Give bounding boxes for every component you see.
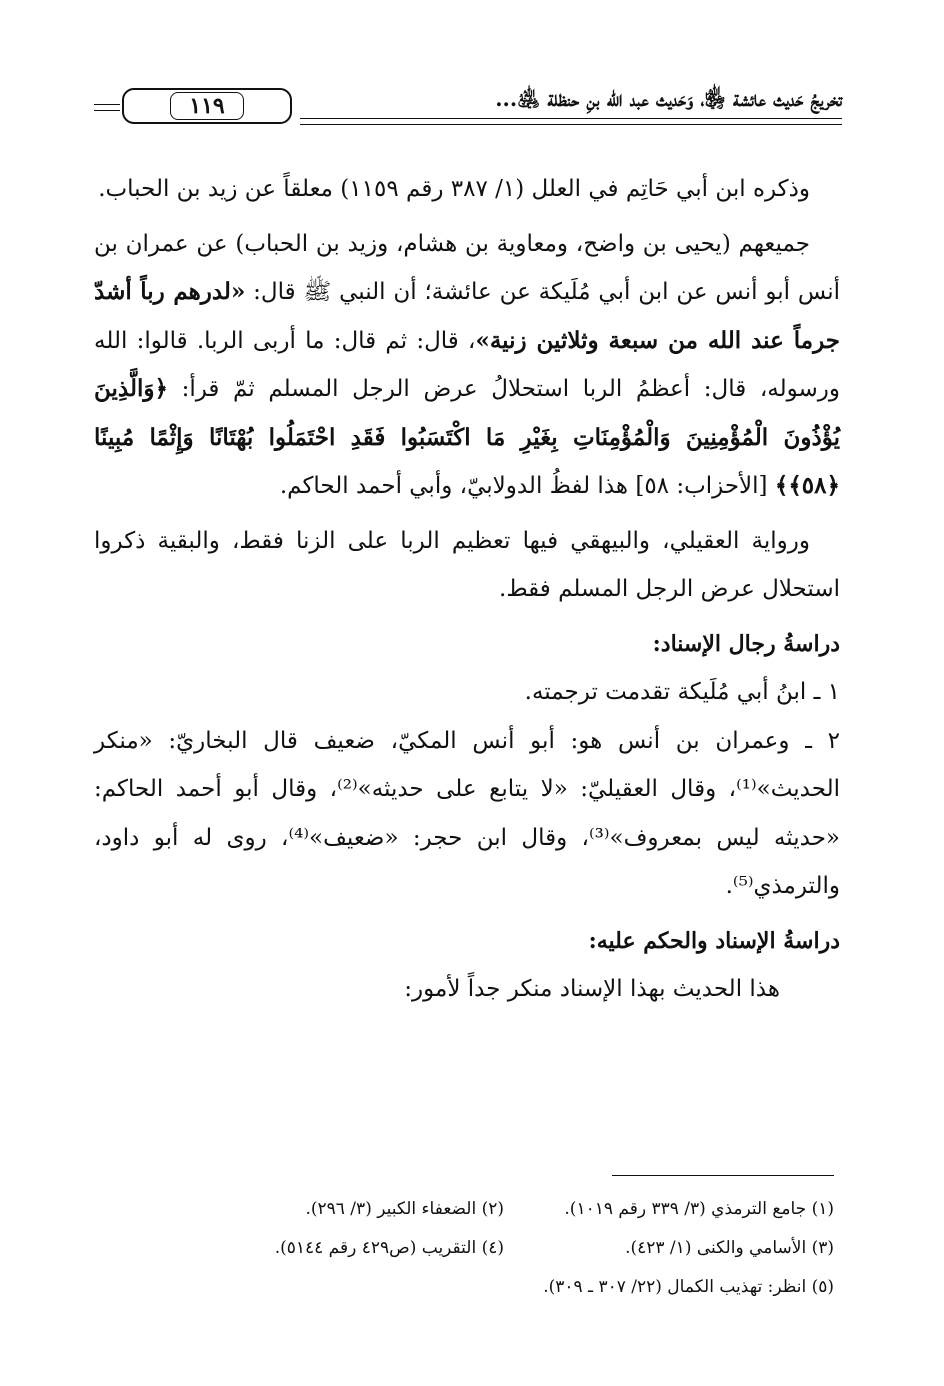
footnote-3: (٣) الأسامي والكنى (١/ ٤٢٣).	[625, 1238, 834, 1258]
footnote-row	[114, 1268, 834, 1307]
hadith-text: «لدرهم رباً أشدّ جرماً عند الله من سبعة وثلاثين زنية»	[94, 278, 840, 354]
section-heading-ruling: دراسةُ الإسناد والحكم عليه:	[588, 927, 840, 954]
paragraph-2	[94, 220, 840, 511]
section-heading-narrators: دراسةُ رجال الإسناد:	[652, 630, 840, 657]
footnote-5: (٥) انظر: تهذيب الكمال (٢٢/ ٣٠٧ ـ ٣٠٩).	[543, 1277, 834, 1297]
footnotes	[114, 1190, 834, 1307]
running-header	[94, 82, 842, 126]
header-rule	[300, 118, 842, 125]
main-text	[94, 165, 840, 1014]
paragraph-3: ورواية العقيلي، والبيهقي فيها تعظيم الربا على الزنا فقط، والبقية ذكروا استحلال عرض الرجل المسلم فقط.	[94, 527, 840, 602]
quran-verse: ﴿وَالَّذِينَ يُؤْذُونَ الْمُؤْمِنِينَ وَالْمُؤْمِنَاتِ بِغَيْرِ مَا اكْتَسَبُوا فَقَدِ احْتَمَلُوا بُهْتَانًا وَإِثْمًا مُبِينًا ﴿٥٨﴾﴾	[94, 375, 840, 499]
paragraph-2-part-b: ، قال: ثم قال: ما أربى الربا. قالوا: الله ورسوله، قال: أعظمُ الربا استحلالُ عرض الرجل المسلم ثمّ قرأ:	[94, 327, 840, 402]
footnote-1: (١) جامع الترمذي (٣/ ٣٣٩ رقم ١٠١٩).	[564, 1199, 834, 1219]
paragraph-2-part-c: [الأحزاب: ٥٨] هذا لفظُ الدولابيّ، وأبي أحمد الحاكم.	[279, 473, 775, 499]
ruling-text: هذا الحديث بهذا الإسناد منكر جداً لأمور:	[404, 976, 780, 1002]
narrator-item-2: ٢ ـ وعمران بن أنس هو: أبو أنس المكيّ، ضعيف قال البخاريّ: «منكر الحديث»⁽¹⁾، وقال العقيليّ: «لا يتابع على حديثه»⁽²⁾، وقال أبو أحمد الحاكم: «حديثه ليس بمعروف»⁽³⁾، وقال ابن حجر: «ضعيف»⁽⁴⁾، روى له أبو داود، والترمذي⁽⁵⁾.	[94, 727, 841, 899]
footnote-row	[114, 1229, 834, 1268]
page-number: ١١٩	[170, 92, 243, 120]
footnote-4: (٤) التقريب (ص٤٢٩ رقم ٥١٤٤).	[274, 1238, 504, 1258]
paragraph-2-part-a: جميعهم (يحيى بن واضح، ومعاوية بن هشام، وزيد بن الحباب) عن عمران بن أنس أبو أنس عن ابن أبي مُلَيكة عن عائشة؛ أن النبي ﷺ قال:	[94, 230, 841, 305]
page-number-frame	[122, 88, 292, 124]
footnote-separator	[612, 1175, 834, 1176]
header-title: تخريجُ حَديث عائشة ﵂، وَحَديث عبد الله بنِ حنظلة ﵁...	[495, 86, 842, 111]
paragraph-1: وذكره ابن أبي حَاتِم في العلل (١/ ٣٨٧ رقم ١١٥٩) معلقاً عن زيد بن الحباب.	[98, 176, 810, 202]
footnote-row	[114, 1190, 834, 1229]
header-rule-left	[94, 104, 120, 111]
narrator-item-1: ١ ـ ابنُ أبي مُلَيكة تقدمت ترجمته.	[524, 679, 840, 705]
footnote-2: (٢) الضعفاء الكبير (٣/ ٢٩٦).	[305, 1199, 504, 1219]
